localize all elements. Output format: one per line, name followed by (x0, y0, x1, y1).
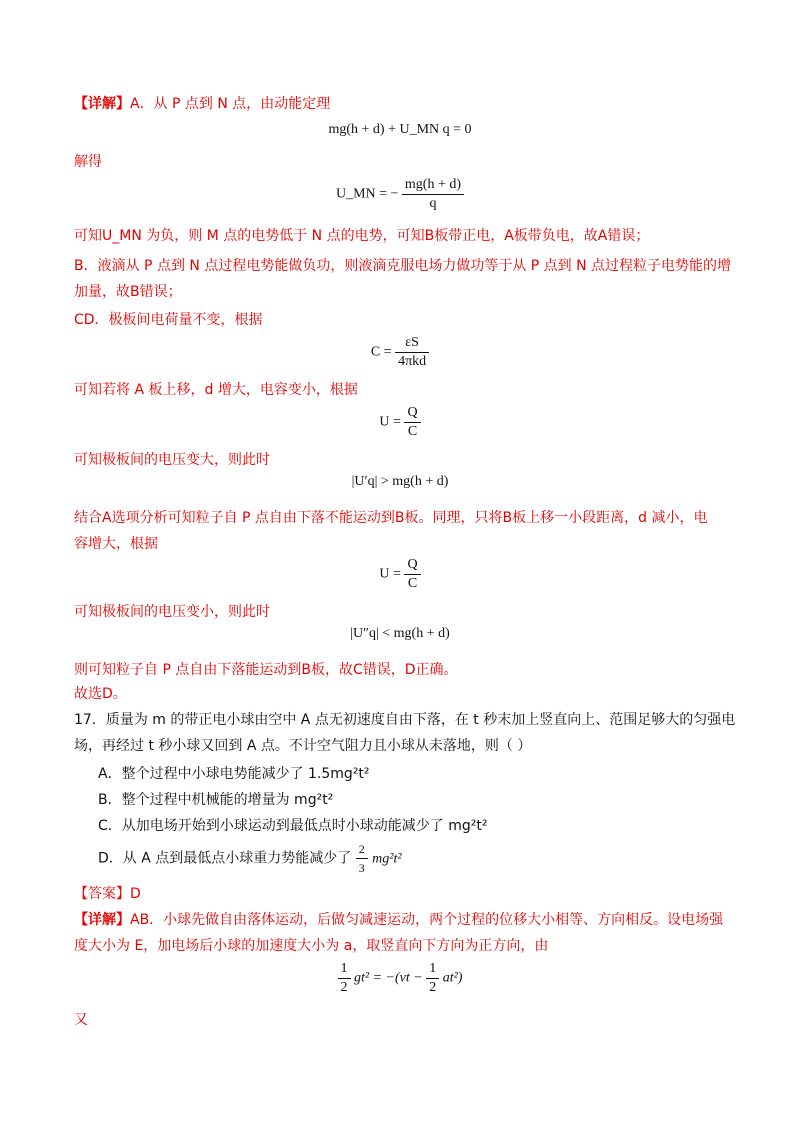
q17-detail-tag: 【详解】 (74, 912, 130, 928)
detail-b-line1: B．液滴从 P 点到 N 点过程电势能做负功，则液滴克服电场力做功等于从 P 点到 N 点过程粒子电势能的增 (74, 258, 732, 274)
also-line: 又 (74, 1012, 88, 1028)
plate-move-line: 可知若将 A 板上移，d 增大，电容变小，根据 (74, 382, 358, 398)
q17-option-a: A．整个过程中小球电势能减少了 1.5mg²t² (98, 766, 370, 782)
eq3-numerator: εS (395, 334, 429, 353)
eq2-denominator: q (429, 196, 437, 211)
eq3-denominator: 4πkd (398, 354, 427, 369)
eq4-lhs: U = (379, 414, 401, 430)
eq8-fraction-a (338, 960, 351, 997)
voltage-down-line: 可知极板间的电压变小，则此时 (74, 604, 270, 620)
answer-line: 【答案】D (74, 886, 141, 902)
detail-tag: 【详解】 (74, 96, 130, 112)
equation-umn (0, 176, 800, 213)
eq8-a-numerator: 1 (338, 960, 351, 979)
q17-option-c: C．从加电场开始到小球运动到最低点时小球动能减少了 mg²t² (98, 818, 488, 834)
eq8-tail: at²) (442, 970, 463, 986)
eq2-lhs: U_MN = − (335, 186, 399, 202)
eq6-denominator: C (407, 576, 418, 591)
combine-line1: 结合A选项分析可知粒子自 P 点自由下落不能运动到B板。同理，只将B板上移一小段距离，d 减小，电 (74, 510, 708, 526)
conclusion-a: 可知U_MN 为负，则 M 点的电势低于 N 点的电势，可知B板带正电，A板带负电，故A错误； (74, 228, 650, 244)
equation-voltage-2 (0, 556, 800, 593)
q17-option-d-denominator: 3 (358, 861, 365, 875)
equation-capacitance (0, 334, 800, 371)
q17-stem-line2: 场，再经过 t 秒小球又回到 A 点。不计空气阻力且小球从未落地，则（ ） (74, 738, 532, 754)
eq8-middle: gt² = −(vt − (354, 970, 423, 986)
eq4-denominator: C (407, 424, 418, 439)
equation-voltage-1 (0, 404, 800, 441)
combine-line2: 容增大，根据 (74, 536, 158, 552)
result-line: 则可知粒子自 P 点自由下落能运动到B板，故C错误，D正确。 (74, 662, 458, 678)
q17-option-d-numerator: 2 (356, 840, 368, 859)
eq6-fraction (404, 556, 420, 593)
voltage-up-line: 可知极板间的电压变大，则此时 (74, 452, 270, 468)
detail-cd-line: CD．极板间电荷量不变，根据 (74, 312, 263, 328)
eq6-lhs: U = (379, 566, 401, 582)
q17-stem-line1: 17．质量为 m 的带正电小球由空中 A 点无初速度自由下落，在 t 秒末加上竖直向上、范围足够大的匀强电 (74, 712, 736, 728)
eq2-numerator: mg(h + d) (402, 176, 464, 195)
eq4-numerator: Q (404, 404, 420, 423)
detail-line-a (74, 94, 330, 114)
q17-option-d (98, 840, 402, 877)
q17-detail-line2: 度大小为 E，加电场后小球的加速度大小为 a，取竖直向下方向为正方向，由 (74, 938, 549, 954)
q17-detail-text: AB．小球先做自由落体运动，后做匀减速运动，两个过程的位移大小相等、方向相反。设电场强 (130, 912, 724, 928)
solve-label: 解得 (74, 154, 102, 170)
equation-inequality-1: |U′q| > mg(h + d) (351, 474, 449, 489)
q17-option-d-tail: mg²t² (372, 851, 402, 867)
eq2-fraction (402, 176, 464, 213)
eq8-a-denominator: 2 (340, 980, 348, 995)
detail-a-text: A．从 P 点到 N 点，由动能定理 (130, 96, 331, 112)
detail-b-line2: 加量，故B错误； (74, 284, 182, 300)
equation-inequality-2: |U″q| < mg(h + d) (350, 626, 450, 641)
eq4-fraction (404, 404, 420, 441)
eq8-b-denominator: 2 (429, 980, 437, 995)
eq3-fraction (395, 334, 429, 371)
eq6-numerator: Q (404, 556, 420, 575)
eq3-lhs: C = (370, 344, 392, 360)
eq8-b-numerator: 1 (426, 960, 439, 979)
q17-detail-line1 (74, 910, 723, 930)
eq8-fraction-b (426, 960, 439, 997)
q17-option-d-text: D．从 A 点到最低点小球重力势能减少了 (98, 850, 352, 867)
equation-displacement (0, 960, 800, 997)
q17-option-d-fraction (356, 840, 368, 877)
choose-line: 故选D。 (74, 686, 127, 702)
q17-option-b: B．整个过程中机械能的增量为 mg²t² (98, 792, 334, 808)
equation-energy: mg(h + d) + U_MN q = 0 (328, 122, 472, 137)
